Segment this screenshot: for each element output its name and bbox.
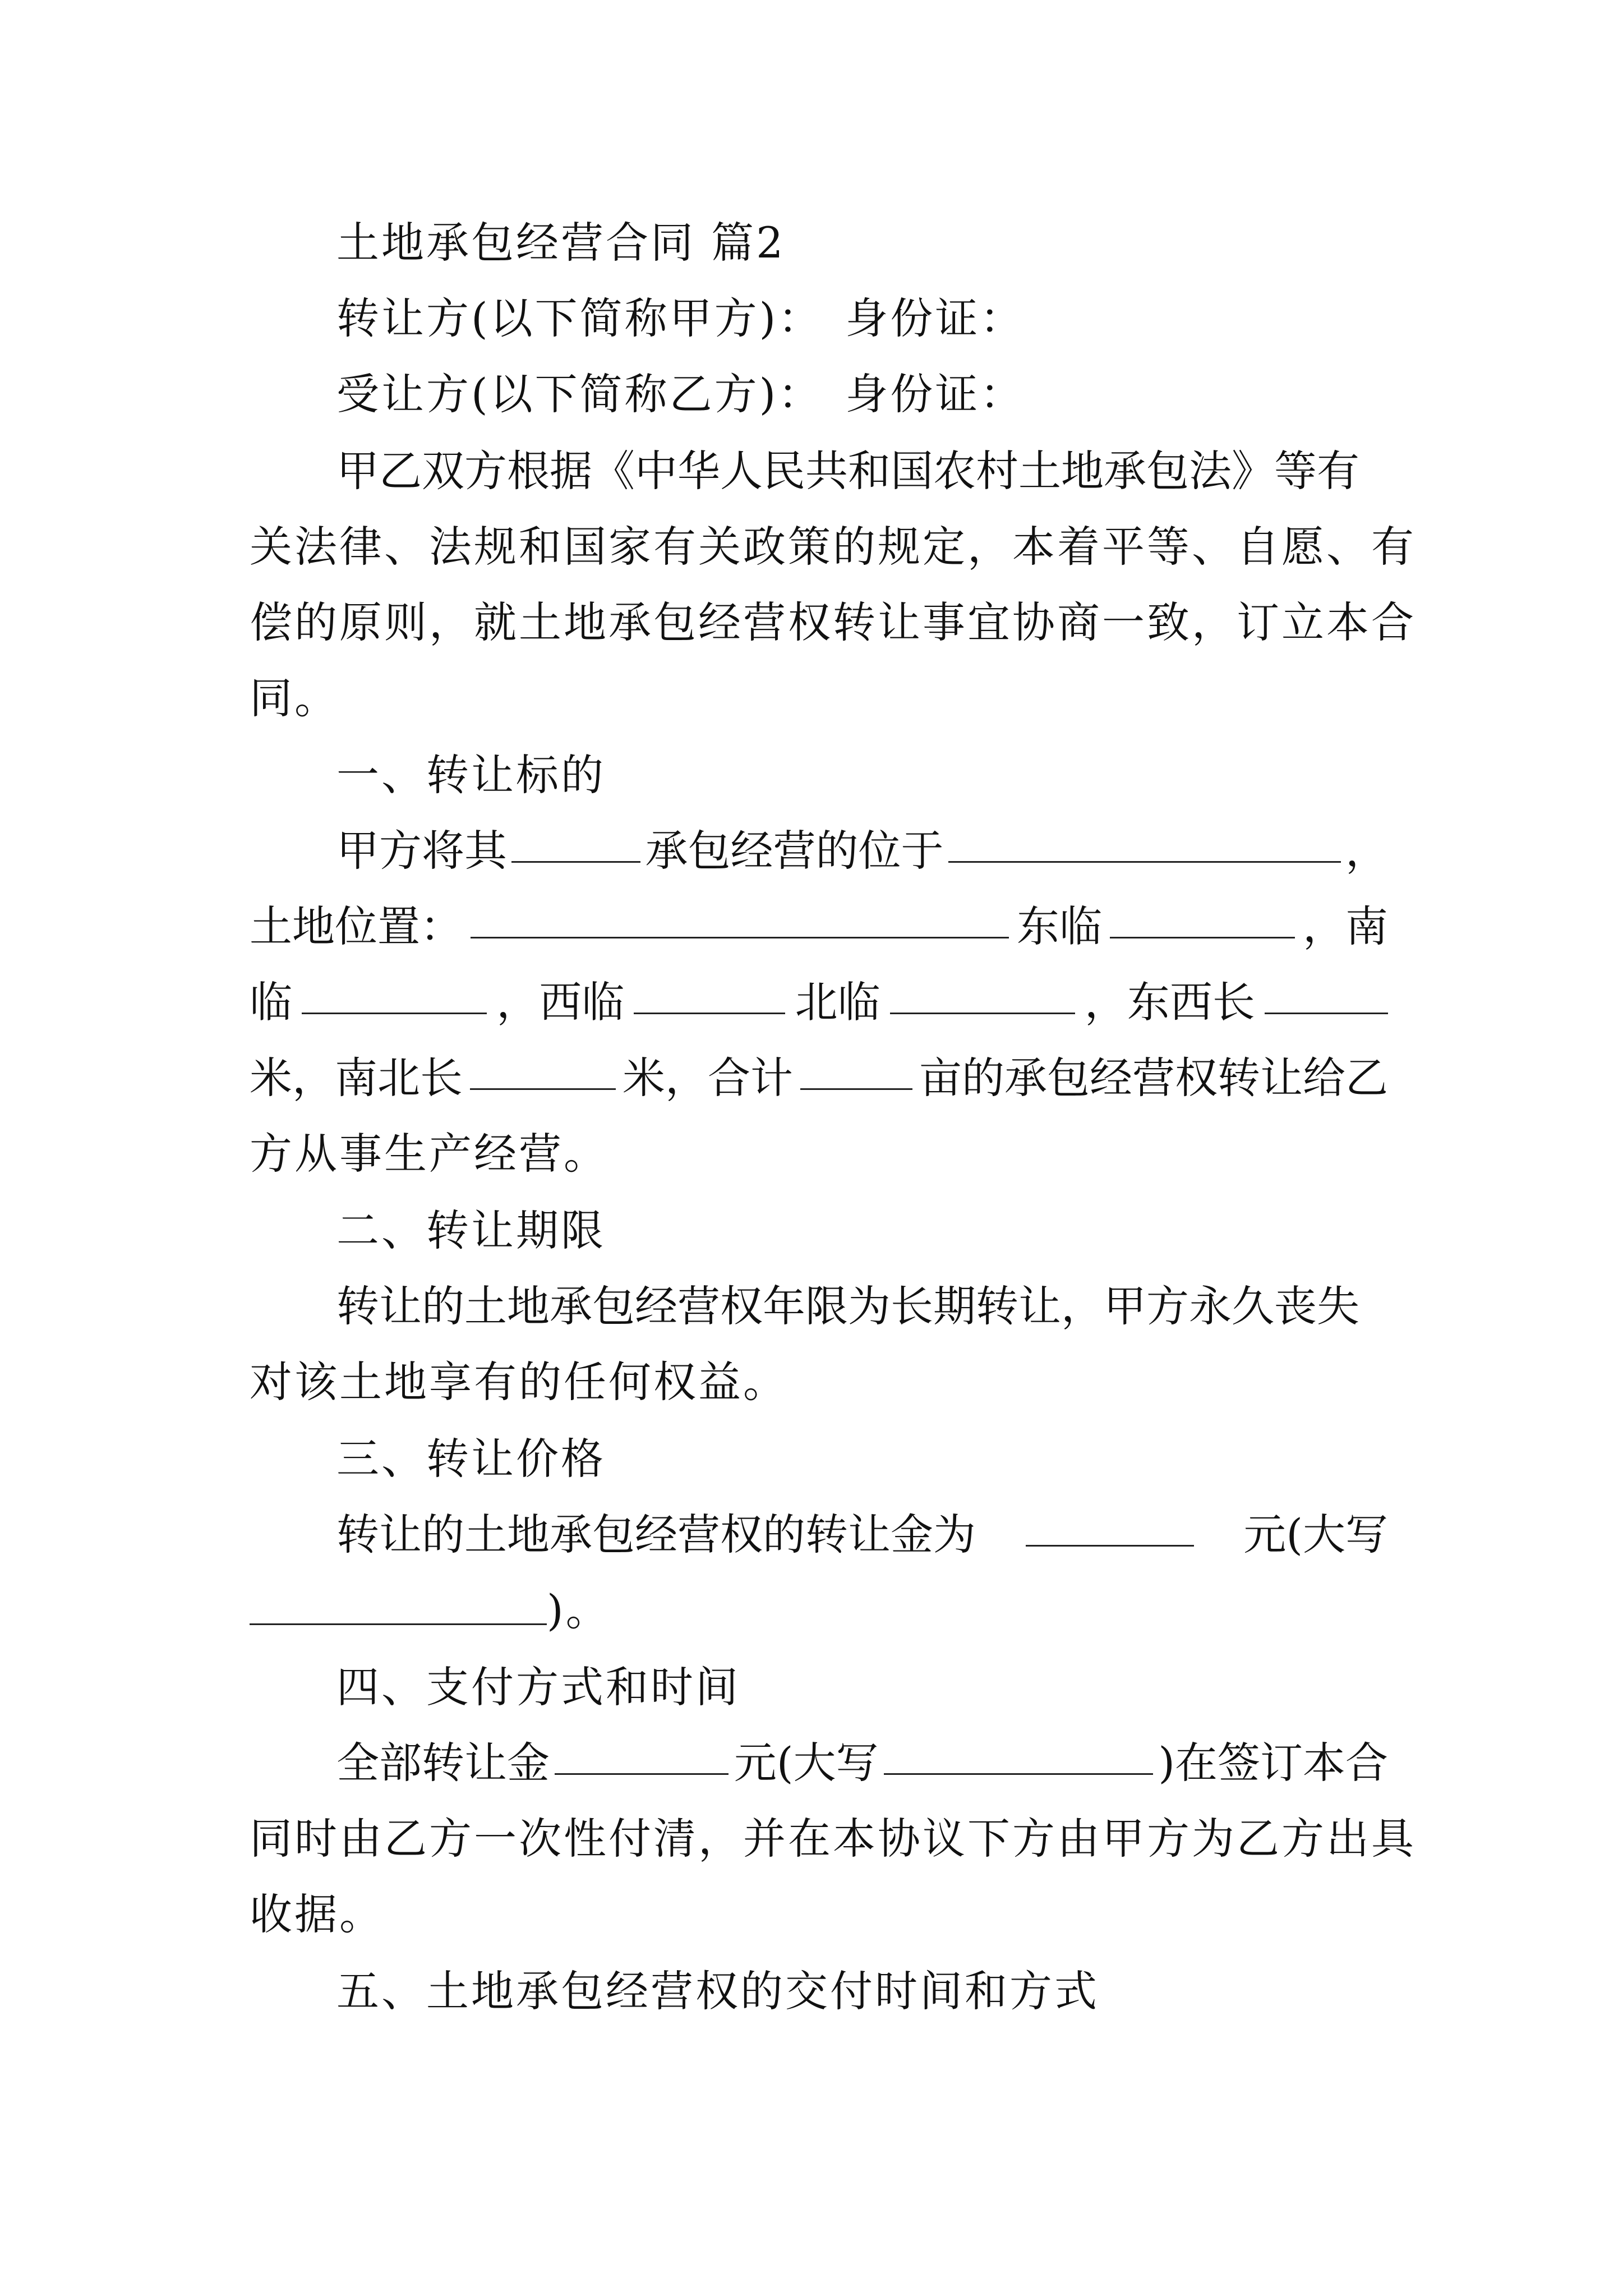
transferee-line <box>336 366 1388 422</box>
s1-text: 亩的承包经营权转让给乙 <box>919 1053 1388 1103</box>
s1-text: 土地位置： <box>250 901 463 951</box>
blank-field[interactable] <box>1110 899 1295 938</box>
s4-text: 收据。 <box>250 1889 384 1939</box>
s1-text: 米，南北长 <box>250 1053 463 1103</box>
transferor-id-label: 身份证： <box>845 293 1025 343</box>
section-3-heading <box>336 1431 1388 1487</box>
intro-line-4 <box>250 670 1388 726</box>
blank-field[interactable] <box>471 899 1009 938</box>
s4-line-a <box>336 1735 1388 1791</box>
s3-text: 元(大写 <box>1243 1510 1388 1559</box>
intro-line-2 <box>250 519 1416 575</box>
blank-field[interactable] <box>800 1050 912 1090</box>
s1-text: ，南 <box>1303 901 1388 951</box>
section-4-heading-text: 四、支付方式和时间 <box>336 1662 740 1712</box>
s2-text: 对该土地享有的任何权益。 <box>250 1357 788 1407</box>
transferor-line <box>336 291 1388 347</box>
s4-text: )在签订本合 <box>1158 1738 1388 1788</box>
s3-text: 转让的土地承包经营权的转让金为 <box>336 1510 976 1559</box>
intro-text-2: 关法律、法规和国家有关政策的规定，本着平等、自愿、有 <box>250 522 1416 572</box>
section-1-heading-text: 一、转让标的 <box>336 750 606 800</box>
blank-field[interactable] <box>890 974 1075 1014</box>
section-2-heading <box>336 1203 1388 1259</box>
s1-text: ， <box>1345 826 1388 876</box>
intro-line-1 <box>336 443 1388 499</box>
section-2-heading-text: 二、转让期限 <box>336 1205 606 1255</box>
s4-line-2 <box>250 1811 1416 1867</box>
section-1-heading <box>336 747 1388 803</box>
blank-field[interactable] <box>511 823 640 863</box>
s1-text: 临 <box>250 977 292 1027</box>
blank-field[interactable] <box>884 1735 1153 1775</box>
s3-line-a <box>336 1507 1388 1563</box>
section-5-heading <box>336 1963 1388 2019</box>
blank-field[interactable] <box>1026 1507 1194 1547</box>
s4-text: 元(大写 <box>734 1738 879 1788</box>
s2-line-1 <box>336 1278 1388 1335</box>
document-title <box>336 215 1388 271</box>
s1-text: 米，合计 <box>623 1053 793 1103</box>
s2-line-2 <box>250 1354 1388 1410</box>
blank-field[interactable] <box>250 1585 547 1625</box>
s3-text: )。 <box>547 1585 611 1635</box>
s1-line-c <box>250 974 1388 1030</box>
title-text: 土地承包经营合同 篇2 <box>336 218 786 268</box>
s1-line-d <box>250 1050 1388 1106</box>
s1-text: 甲方将其 <box>336 826 507 876</box>
s1-line-a <box>336 823 1388 879</box>
intro-text-1: 甲乙双方根据《中华人民共和国农村土地承包法》等有 <box>336 446 1359 496</box>
transferee-label: 受让方(以下简称乙方)： <box>336 369 823 419</box>
s1-text: 北临 <box>795 977 880 1027</box>
s1-text: ，东西长 <box>1084 977 1255 1027</box>
s1-line-b <box>250 899 1388 955</box>
blank-field[interactable] <box>1265 974 1388 1014</box>
s1-text: 东临 <box>1017 901 1102 951</box>
transferee-id-label: 身份证： <box>845 369 1025 419</box>
s2-text: 转让的土地承包经营权年限为长期转让，甲方永久丧失 <box>336 1281 1359 1331</box>
intro-text-4: 同。 <box>250 673 339 723</box>
intro-line-3 <box>250 595 1416 651</box>
blank-field[interactable] <box>634 974 785 1014</box>
section-3-heading-text: 三、转让价格 <box>336 1434 606 1484</box>
s1-text: 承包经营的位于 <box>645 826 944 876</box>
transferor-label: 转让方(以下简称甲方)： <box>336 293 823 343</box>
s4-text: 同时由乙方一次性付清，并在本协议下方由甲方为乙方出具 <box>250 1814 1416 1864</box>
s4-line-3 <box>250 1887 1388 1943</box>
s4-text: 全部转让金 <box>336 1738 550 1788</box>
blank-field[interactable] <box>470 1050 616 1090</box>
blank-field[interactable] <box>302 974 487 1014</box>
blank-field[interactable] <box>948 823 1341 863</box>
s3-line-b <box>250 1582 1388 1639</box>
blank-field[interactable] <box>555 1735 728 1775</box>
section-4-heading <box>336 1659 1388 1715</box>
s1-line-e <box>250 1126 1388 1182</box>
s1-text: 方从事生产经营。 <box>250 1129 608 1179</box>
intro-text-3: 偿的原则，就土地承包经营权转让事宜协商一致，订立本合 <box>250 597 1416 647</box>
section-5-heading-text: 五、土地承包经营权的交付时间和方式 <box>336 1966 1099 2016</box>
s1-text: ，西临 <box>496 977 625 1027</box>
